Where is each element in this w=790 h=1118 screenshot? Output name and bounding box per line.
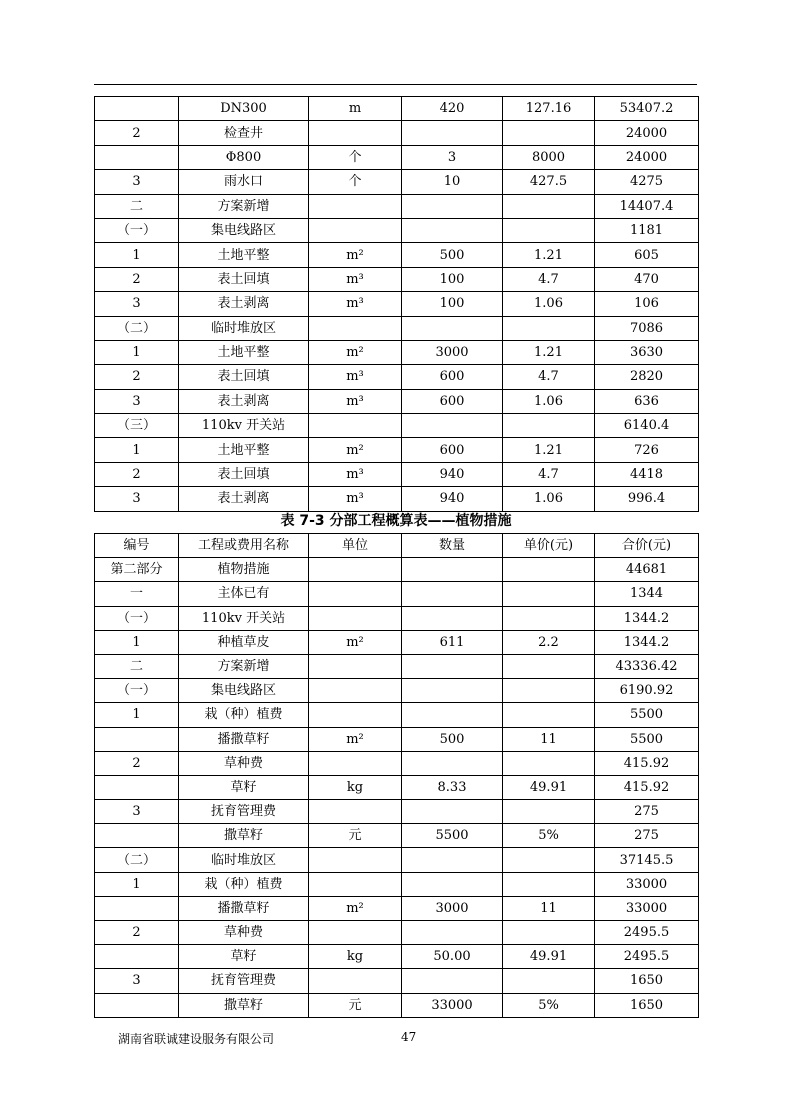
cell-quantity: 500 [402,727,503,751]
table-row [95,582,699,606]
table-row [95,727,699,751]
cell-name: 方案新增 [179,194,309,218]
cell-total: 1181 [595,218,699,242]
cell-code: 2 [95,121,179,145]
cell-name: 草种费 [179,921,309,945]
table-row [95,751,699,775]
table-row [95,121,699,145]
cell-code: 3 [95,800,179,824]
cell-name: 栽（种）植费 [179,703,309,727]
cell-unit: m [309,97,402,121]
cell-code: 1 [95,243,179,267]
cell-unit-price [503,194,595,218]
cell-quantity: 50.00 [402,945,503,969]
cell-unit-price [503,703,595,727]
table-row [95,606,699,630]
cell-unit: m² [309,896,402,920]
cell-total: 5500 [595,727,699,751]
cell-name: 表土回填 [179,267,309,291]
footer-company: 湖南省联诚建设服务有限公司 [118,1032,275,1046]
cell-total: 53407.2 [595,97,699,121]
cell-unit-price [503,800,595,824]
cell-name: DN300 [179,97,309,121]
cell-quantity [402,751,503,775]
cell-unit [309,218,402,242]
cell-name: 草籽 [179,775,309,799]
plant-measures-table [94,533,699,1018]
table-row [95,462,699,486]
cell-name: 检查井 [179,121,309,145]
cell-code [95,824,179,848]
cell-total: 636 [595,389,699,413]
cell-code: （二） [95,848,179,872]
cell-quantity: 3 [402,145,503,169]
cell-unit-price: 5% [503,993,595,1017]
cell-quantity [402,679,503,703]
cell-code: 1 [95,872,179,896]
cell-unit-price: 11 [503,896,595,920]
cell-name: 110kv 开关站 [179,414,309,438]
cell-quantity [402,848,503,872]
cell-code: 3 [95,292,179,316]
cell-code [95,97,179,121]
cell-total: 1650 [595,969,699,993]
cell-quantity: 3000 [402,896,503,920]
table-row [95,292,699,316]
cell-unit [309,969,402,993]
cell-total: 6140.4 [595,414,699,438]
table-row [95,872,699,896]
table-row [95,414,699,438]
cell-unit: kg [309,945,402,969]
table-row [95,365,699,389]
cell-total: 605 [595,243,699,267]
cell-code: 第二部分 [95,558,179,582]
table-row [95,340,699,364]
cost-table-continued-body [95,97,699,512]
header-cell-quantity: 数量 [402,534,503,558]
cell-unit-price [503,654,595,678]
cell-name: 表土剥离 [179,389,309,413]
cell-name: 播撒草籽 [179,727,309,751]
cell-code: 3 [95,969,179,993]
plant-measures-table-body [95,558,699,1018]
cell-unit: m³ [309,487,402,511]
cell-unit-price: 1.06 [503,389,595,413]
page-number: 47 [401,1030,417,1044]
cell-name: 表土回填 [179,365,309,389]
cell-unit-price: 49.91 [503,775,595,799]
cell-total: 2820 [595,365,699,389]
table-row [95,654,699,678]
cell-quantity [402,558,503,582]
cell-total: 33000 [595,872,699,896]
cell-name: 临时堆放区 [179,848,309,872]
cell-total: 4275 [595,170,699,194]
cell-unit-price: 2.2 [503,630,595,654]
cell-unit-price: 11 [503,727,595,751]
header-cell-code: 编号 [95,534,179,558]
cell-code: （三） [95,414,179,438]
cell-unit [309,654,402,678]
cell-code [95,145,179,169]
table-row [95,630,699,654]
cell-total: 33000 [595,896,699,920]
cell-name: 110kv 开关站 [179,606,309,630]
cell-unit: 个 [309,170,402,194]
cell-unit [309,921,402,945]
cell-total: 5500 [595,703,699,727]
cell-code: 3 [95,389,179,413]
cell-name: 土地平整 [179,340,309,364]
cell-quantity [402,414,503,438]
cell-code: （一） [95,606,179,630]
cell-code: 1 [95,703,179,727]
cell-code [95,945,179,969]
cell-name: 草种费 [179,751,309,775]
cell-total: 37145.5 [595,848,699,872]
table-row [95,218,699,242]
cell-code: 3 [95,487,179,511]
cell-code: （一） [95,679,179,703]
cell-unit-price: 1.21 [503,438,595,462]
table-row [95,145,699,169]
cell-quantity [402,800,503,824]
cell-name: 植物措施 [179,558,309,582]
table-row [95,97,699,121]
cell-name: 抚育管理费 [179,800,309,824]
cell-unit-price [503,606,595,630]
cell-name: 表土剥离 [179,487,309,511]
cell-unit: m³ [309,462,402,486]
cell-total: 275 [595,824,699,848]
cost-table-continued [94,96,699,512]
cell-quantity [402,194,503,218]
cell-quantity [402,606,503,630]
table-row [95,896,699,920]
cell-unit [309,558,402,582]
cell-total: 1344.2 [595,630,699,654]
cell-code [95,775,179,799]
cell-total: 106 [595,292,699,316]
cell-total: 275 [595,800,699,824]
cell-name: 方案新增 [179,654,309,678]
cell-quantity [402,654,503,678]
cell-code [95,993,179,1017]
cell-unit: 元 [309,993,402,1017]
cell-unit: m³ [309,365,402,389]
cell-total: 3630 [595,340,699,364]
cell-name: 表土剥离 [179,292,309,316]
table-row [95,194,699,218]
cell-unit [309,606,402,630]
cell-name: 集电线路区 [179,218,309,242]
cell-quantity: 100 [402,292,503,316]
cell-name: 雨水口 [179,170,309,194]
cell-quantity [402,121,503,145]
table-row [95,945,699,969]
cell-name: 种植草皮 [179,630,309,654]
cell-unit: m² [309,340,402,364]
table-row [95,679,699,703]
table-row [95,267,699,291]
cell-code: 2 [95,267,179,291]
header-rule [94,84,697,85]
cell-code: 1 [95,340,179,364]
cell-name: 撒草籽 [179,993,309,1017]
cell-unit-price: 127.16 [503,97,595,121]
table-caption: 表 7-3 分部工程概算表——植物措施 [280,513,512,529]
cell-unit [309,848,402,872]
cell-unit [309,582,402,606]
cell-unit-price: 427.5 [503,170,595,194]
cell-unit-price [503,582,595,606]
cell-unit-price: 1.21 [503,243,595,267]
cell-code: 一 [95,582,179,606]
cell-name: 撒草籽 [179,824,309,848]
cell-code: 1 [95,438,179,462]
cell-unit: m² [309,438,402,462]
table-row [95,558,699,582]
cell-quantity: 940 [402,462,503,486]
cell-unit-price: 1.06 [503,292,595,316]
cell-total: 6190.92 [595,679,699,703]
cell-quantity [402,582,503,606]
cell-total: 7086 [595,316,699,340]
cell-name: 主体已有 [179,582,309,606]
cell-quantity: 3000 [402,340,503,364]
cell-code: 2 [95,365,179,389]
cell-total: 1344.2 [595,606,699,630]
table-row [95,921,699,945]
cell-unit-price: 4.7 [503,365,595,389]
cell-name: 土地平整 [179,243,309,267]
cell-unit: m² [309,727,402,751]
cell-total: 470 [595,267,699,291]
table-row [95,243,699,267]
cell-quantity: 8.33 [402,775,503,799]
cell-quantity: 10 [402,170,503,194]
cell-unit-price [503,921,595,945]
cell-code: 2 [95,751,179,775]
cell-unit: 元 [309,824,402,848]
cell-total: 43336.42 [595,654,699,678]
cell-name: 表土回填 [179,462,309,486]
cell-unit [309,194,402,218]
table-row [95,993,699,1017]
cell-unit-price: 4.7 [503,267,595,291]
cell-code: 1 [95,630,179,654]
cell-unit: m³ [309,292,402,316]
cell-code [95,727,179,751]
cell-unit [309,316,402,340]
cell-unit [309,679,402,703]
cell-quantity: 611 [402,630,503,654]
cell-code: 2 [95,462,179,486]
table-row [95,170,699,194]
cell-quantity: 5500 [402,824,503,848]
cell-quantity: 940 [402,487,503,511]
cell-name: 临时堆放区 [179,316,309,340]
cell-name: 土地平整 [179,438,309,462]
cell-unit-price [503,751,595,775]
cell-unit-price: 1.06 [503,487,595,511]
cell-total: 24000 [595,145,699,169]
table-row [95,389,699,413]
header-cell-unit-price: 单价(元) [503,534,595,558]
cell-name: 草籽 [179,945,309,969]
cell-unit-price: 4.7 [503,462,595,486]
cell-quantity [402,316,503,340]
cell-total: 24000 [595,121,699,145]
cell-name: 抚育管理费 [179,969,309,993]
cell-total: 4418 [595,462,699,486]
cell-unit: m³ [309,389,402,413]
cell-unit-price [503,121,595,145]
cell-unit-price: 8000 [503,145,595,169]
cell-code [95,896,179,920]
table-row [95,848,699,872]
cell-quantity [402,218,503,242]
header-cell-total: 合价(元) [595,534,699,558]
header-cell-unit: 单位 [309,534,402,558]
cell-quantity: 500 [402,243,503,267]
cell-code: 3 [95,170,179,194]
cell-quantity [402,921,503,945]
cell-quantity [402,703,503,727]
table-row [95,703,699,727]
table-row [95,824,699,848]
cell-unit-price [503,414,595,438]
cell-quantity: 100 [402,267,503,291]
cell-total: 1650 [595,993,699,1017]
table-row [95,969,699,993]
cell-total: 44681 [595,558,699,582]
cell-quantity [402,969,503,993]
table-row [95,775,699,799]
cell-name: 栽（种）植费 [179,872,309,896]
cell-quantity: 420 [402,97,503,121]
cell-code: 2 [95,921,179,945]
cell-unit [309,872,402,896]
cell-total: 726 [595,438,699,462]
cell-unit-price [503,316,595,340]
table-row [95,487,699,511]
cell-unit [309,414,402,438]
cell-code: 二 [95,654,179,678]
cell-total: 415.92 [595,775,699,799]
cell-quantity: 600 [402,438,503,462]
cell-unit-price [503,218,595,242]
cell-total: 996.4 [595,487,699,511]
cell-total: 14407.4 [595,194,699,218]
table-row [95,800,699,824]
cell-unit-price [503,558,595,582]
cell-unit: kg [309,775,402,799]
cell-quantity [402,872,503,896]
cell-name: Φ800 [179,145,309,169]
table-row [95,316,699,340]
cell-unit: m² [309,630,402,654]
cell-quantity: 33000 [402,993,503,1017]
table-header-row [95,534,699,558]
cell-unit: 个 [309,145,402,169]
cell-total: 2495.5 [595,945,699,969]
cell-unit-price: 49.91 [503,945,595,969]
cell-unit-price [503,848,595,872]
table-row [95,438,699,462]
cell-unit [309,121,402,145]
cell-unit: m³ [309,267,402,291]
cell-code: （二） [95,316,179,340]
cell-unit: m² [309,243,402,267]
cell-unit-price: 5% [503,824,595,848]
cell-unit-price [503,969,595,993]
cell-total: 2495.5 [595,921,699,945]
cell-unit [309,800,402,824]
cell-unit-price [503,679,595,703]
cell-total: 1344 [595,582,699,606]
cell-quantity: 600 [402,389,503,413]
cell-name: 集电线路区 [179,679,309,703]
cell-code: 二 [95,194,179,218]
cell-name: 播撒草籽 [179,896,309,920]
cell-code: （一） [95,218,179,242]
cell-unit-price: 1.21 [503,340,595,364]
cell-total: 415.92 [595,751,699,775]
cell-quantity: 600 [402,365,503,389]
header-cell-name: 工程或费用名称 [179,534,309,558]
cell-unit [309,751,402,775]
cell-unit [309,703,402,727]
cell-unit-price [503,872,595,896]
